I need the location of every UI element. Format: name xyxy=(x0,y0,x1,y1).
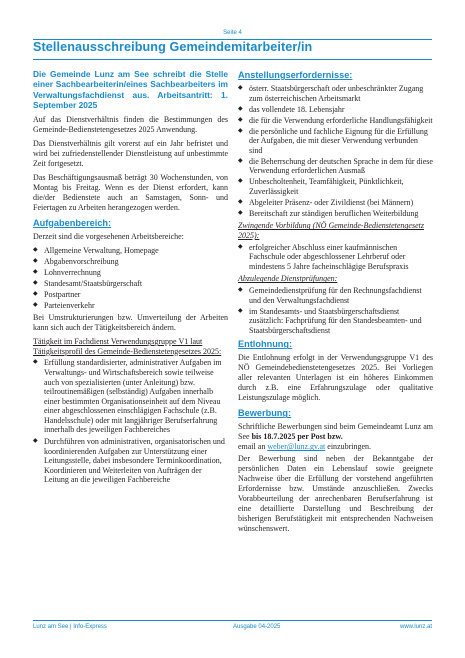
requirements-heading: Anstellungserfordernisse: xyxy=(238,70,353,80)
application-deadline: bis 18.7.2025 per Post bzw. xyxy=(251,432,343,442)
requirements-list xyxy=(238,84,433,218)
list-item: ◆ Lohnverrechnung xyxy=(33,268,228,278)
list-item: ◆ Abgabenvorschreibung xyxy=(33,257,228,267)
prior-education-list xyxy=(238,243,433,272)
list-item: ◆ erfolgreicher Abschluss einer kaufmännischen Fachschule oder abgeschlossener Lehrberuf oder mindestens 5 Jahre facheinschlägige Berufspraxis xyxy=(238,243,433,272)
footer-publication: Lunz am See | Info-Express xyxy=(33,624,107,630)
list-item: ◆ die für die Verwendung erforderliche Handlungsfähigkeit xyxy=(238,116,433,126)
list-item: ◆ Durchführen von administrativen, organisatorischen und koordinierenden Aufgaben zur Unterstützung einer Leitungsstelle, dabei insbesondere Terminkoordination, Koordinieren und Weiterleiten von Aufträgen der Leitung an die jeweiligen Fachbereiche xyxy=(33,437,228,485)
list-item: ◆ Postpartner xyxy=(33,290,228,300)
profile-heading: Tätigkeit im Fachdienst Verwendungsgruppe V1 laut Tätigkeitsprofil des Gemeinde-Bedienstetengesetzes 2025: xyxy=(33,337,222,356)
tasks-heading: Aufgabenbereich: xyxy=(33,217,112,228)
title-rule xyxy=(33,59,432,60)
pay-text: Die Entlohnung erfolgt in der Verwendungsgruppe V1 des NÖ Gemeindebedienstetengesetzes 2025. Bei Vorliegen aller relevanten Unterlagen ist ein höheres Einkommen durch z.B. eine Erfahrungszulage oder qualitative Leistungszulage möglich. xyxy=(238,353,433,403)
pay-heading: Entlohnung: xyxy=(238,339,293,350)
list-item: ◆ Parteienverkehr xyxy=(33,301,228,311)
footer-website[interactable]: www.lunz.at xyxy=(399,624,432,630)
list-item: ◆ Abgeleiter Präsenz- oder Zivildienst (bei Männern) xyxy=(238,198,433,208)
list-item: ◆ das vollendete 18. Lebensjahr xyxy=(238,105,433,115)
body-paragraph: Das Dienstverhältnis gilt vorerst auf ein Jahr befristet und wird bei zufriedenstellender Dienstleistung auf unbestimmte Zeit fortgesetzt. xyxy=(33,138,228,168)
tasks-intro: Derzeit sind die vorgesehenen Arbeitsbereiche: xyxy=(33,231,184,241)
left-column xyxy=(33,69,228,488)
list-item: ◆ österr. Staatsbürgerschaft oder unbeschränkter Zugang zum österreichischen Arbeitsmarkt xyxy=(238,84,433,103)
list-item: ◆ Allgemeine Verwaltung, Homepage xyxy=(33,246,228,256)
body-paragraph: Auf das Dienstverhältnis finden die Bestimmungen des Gemeinde-Bedienstetengesetzes 2025 Anwendung. xyxy=(33,114,228,134)
page-title: Stellenausschreibung Gemeindemitarbeiter/in xyxy=(33,40,313,54)
tasks-list xyxy=(33,246,228,311)
list-item: ◆ die Beherrschung der deutschen Sprache in dem für diese Verwendung erforderlichen Ausmaß xyxy=(238,157,433,176)
application-section xyxy=(238,422,433,534)
list-item: ◆ Gemeindedienstprüfung für den Rechnungsfachdienst und den Verwaltungsfachdienst xyxy=(238,286,433,305)
body-paragraph: Das Beschäftigungsausmaß beträgt 30 Wochenstunden, von Montag bis Freitag. Wenn es der Dienst erfordert, kann die/der Bedienstete auch an Samstagen, Sonn- und Feiertagen zu Arbeiten herangezogen werden. xyxy=(33,172,228,212)
footer-issue: Ausgabe 04-2025 xyxy=(233,624,281,630)
application-text: Schriftliche Bewerbungen sind beim Gemeindeamt Lunz am See xyxy=(238,422,433,442)
email-link[interactable]: weber@lunz.gv.at xyxy=(267,442,326,452)
list-item: ◆ Erfüllung standardisierter, administrativer Aufgaben im Verwaltungs- und Wirtschaftsbereich sowie teilweise auch von spezialisierten (unter Anleitung) bzw. teilroutinemäßigen (selbständig) Aufgaben innerhalb einer bestimmten Organisationseinheit auf dem Niveau einer abgeschlossenen einschlägigen Fachschule (z.B. Handelsschule) oder mit langjähriger Berufserfahrung innerhalb des jeweiligen Fachbereiches xyxy=(33,358,228,435)
email-prefix: email an xyxy=(238,442,268,452)
footer-rule xyxy=(33,620,432,621)
prior-education-heading: Zwingende Vorbildung (NÖ Gemeinde-Bedienstetengesetz 2025): xyxy=(238,221,424,241)
application-instructions xyxy=(238,422,433,452)
list-item: ◆ Standesamt/Staatsbürgerschaft xyxy=(33,279,228,289)
application-details: Der Bewerbung sind neben der Bekanntgabe der persönlichen Daten ein Lebenslauf sowie geeignete Nachweise über die Erfüllung der vorstehend angeführten Erfordernisse bzw. Umstände anzuschließen. Zwecks Vorabbeurteilung der anrechenbaren Berufserfahrung ist eine detaillierte Darstellung und Beschreibung der bisherigen Berufstätigkeit mit entsprechenden Nachweisen wünschenswert. xyxy=(238,454,433,534)
application-heading: Bewerbung: xyxy=(238,408,292,419)
exams-heading: Abzulegende Dienstprüfungen: xyxy=(238,274,338,284)
right-column xyxy=(238,69,433,536)
exams-list xyxy=(238,286,433,335)
list-item: ◆ im Standesamts- und Staatsbürgerschaftsdienst zusätzlich: Fachprüfung für den Standesbeamten- und Staatsbürgerschaftsdienst xyxy=(238,307,433,336)
lead-paragraph: Die Gemeinde Lunz am See schreibt die Stelle einer Sachbearbeiterin/eines Sachbearbeiters im Verwaltungsfachdienst aus. Arbeitsantritt: 1. September 2025 xyxy=(33,69,228,111)
footer xyxy=(33,624,432,634)
list-item: ◆ Bereitschaft zur ständigen beruflichen Weiterbildung xyxy=(238,209,433,219)
restructure-note: Bei Umstrukturierungen bzw. Umverteilung der Arbeiten kann sich auch der Tätigkeitsbereich ändern. xyxy=(33,313,228,333)
list-item: ◆ die persönliche und fachliche Eignung für die Erfüllung der Aufgaben, die mit dieser Verwendung verbunden sind xyxy=(238,127,433,156)
page-number: Seite 4 xyxy=(223,30,242,36)
email-suffix: einzubringen. xyxy=(325,442,372,452)
profile-list xyxy=(33,358,228,485)
list-item: ◆ Unbescholtenheit, Teamfähigkeit, Pünktlichkeit, Zuverlässigkeit xyxy=(238,177,433,196)
